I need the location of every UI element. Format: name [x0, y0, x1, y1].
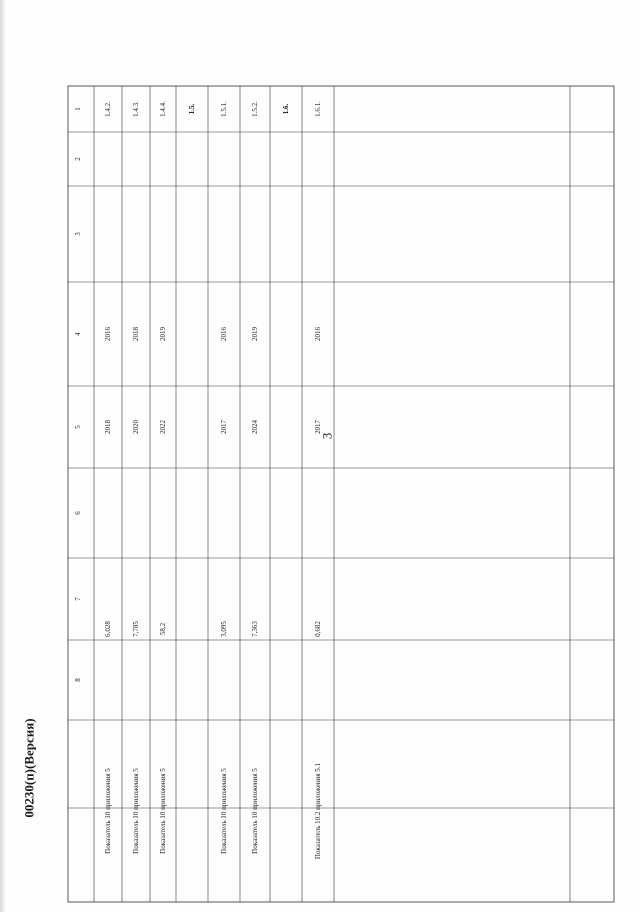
row-indicator-link: Показатель 10 приложения 5 — [132, 768, 140, 854]
column-number: 4 — [74, 332, 82, 336]
table-grid — [68, 86, 614, 902]
row-end-year: 2017 — [220, 420, 228, 434]
column-number: 3 — [74, 232, 82, 236]
row-result-value: 7,363 — [251, 621, 259, 637]
table-rows — [104, 101, 322, 859]
row-end-year: 2018 — [104, 420, 112, 434]
row-indicator-link: Показатель 10 приложения 5 — [220, 768, 228, 854]
document-footer-code: 00230(п)(Версия) — [21, 718, 37, 818]
row-id: 1.5.2. — [251, 101, 259, 117]
row-start-year: 2018 — [132, 327, 140, 341]
row-id: 1.5. — [188, 103, 196, 115]
row-end-year: 2024 — [251, 420, 259, 434]
row-result-value: 6,028 — [104, 621, 112, 637]
column-number: 5 — [74, 425, 82, 429]
page-number: 3 — [319, 432, 335, 440]
row-start-year: 2019 — [159, 327, 167, 341]
row-indicator-link: Показатель 10 приложения 5 — [104, 768, 112, 854]
column-number: 1 — [74, 107, 82, 111]
row-result-value: 7,785 — [132, 621, 140, 637]
row-start-year: 2019 — [251, 327, 259, 341]
column-number: 8 — [74, 678, 82, 682]
column-number: 2 — [74, 157, 82, 161]
column-number: 7 — [74, 597, 82, 601]
row-indicator-link: Показатель 10.2 приложения 5.1 — [314, 762, 322, 860]
row-start-year: 2016 — [104, 327, 112, 341]
row-start-year: 2016 — [220, 327, 228, 341]
row-end-year: 2020 — [132, 420, 140, 434]
row-id: 1.4.4. — [159, 101, 167, 117]
row-id: 1.4.2. — [104, 101, 112, 117]
row-id: 1.6. — [282, 103, 290, 115]
row-result-value: 58,2 — [159, 622, 167, 636]
row-end-year: 2017 — [314, 420, 322, 434]
column-number: 6 — [74, 511, 82, 515]
column-number-row — [74, 107, 82, 682]
row-id: 1.4.3. — [132, 101, 140, 117]
row-start-year: 2016 — [314, 327, 322, 341]
row-id: 1.6.1. — [314, 101, 322, 117]
row-id: 1.5.1. — [220, 101, 228, 117]
row-end-year: 2022 — [159, 420, 167, 434]
row-result-value: 0,682 — [314, 621, 322, 637]
row-indicator-link: Показатель 10 приложения 5 — [251, 768, 259, 854]
row-indicator-link: Показатель 10 приложения 5 — [159, 768, 167, 854]
row-result-value: 3,095 — [220, 621, 228, 637]
